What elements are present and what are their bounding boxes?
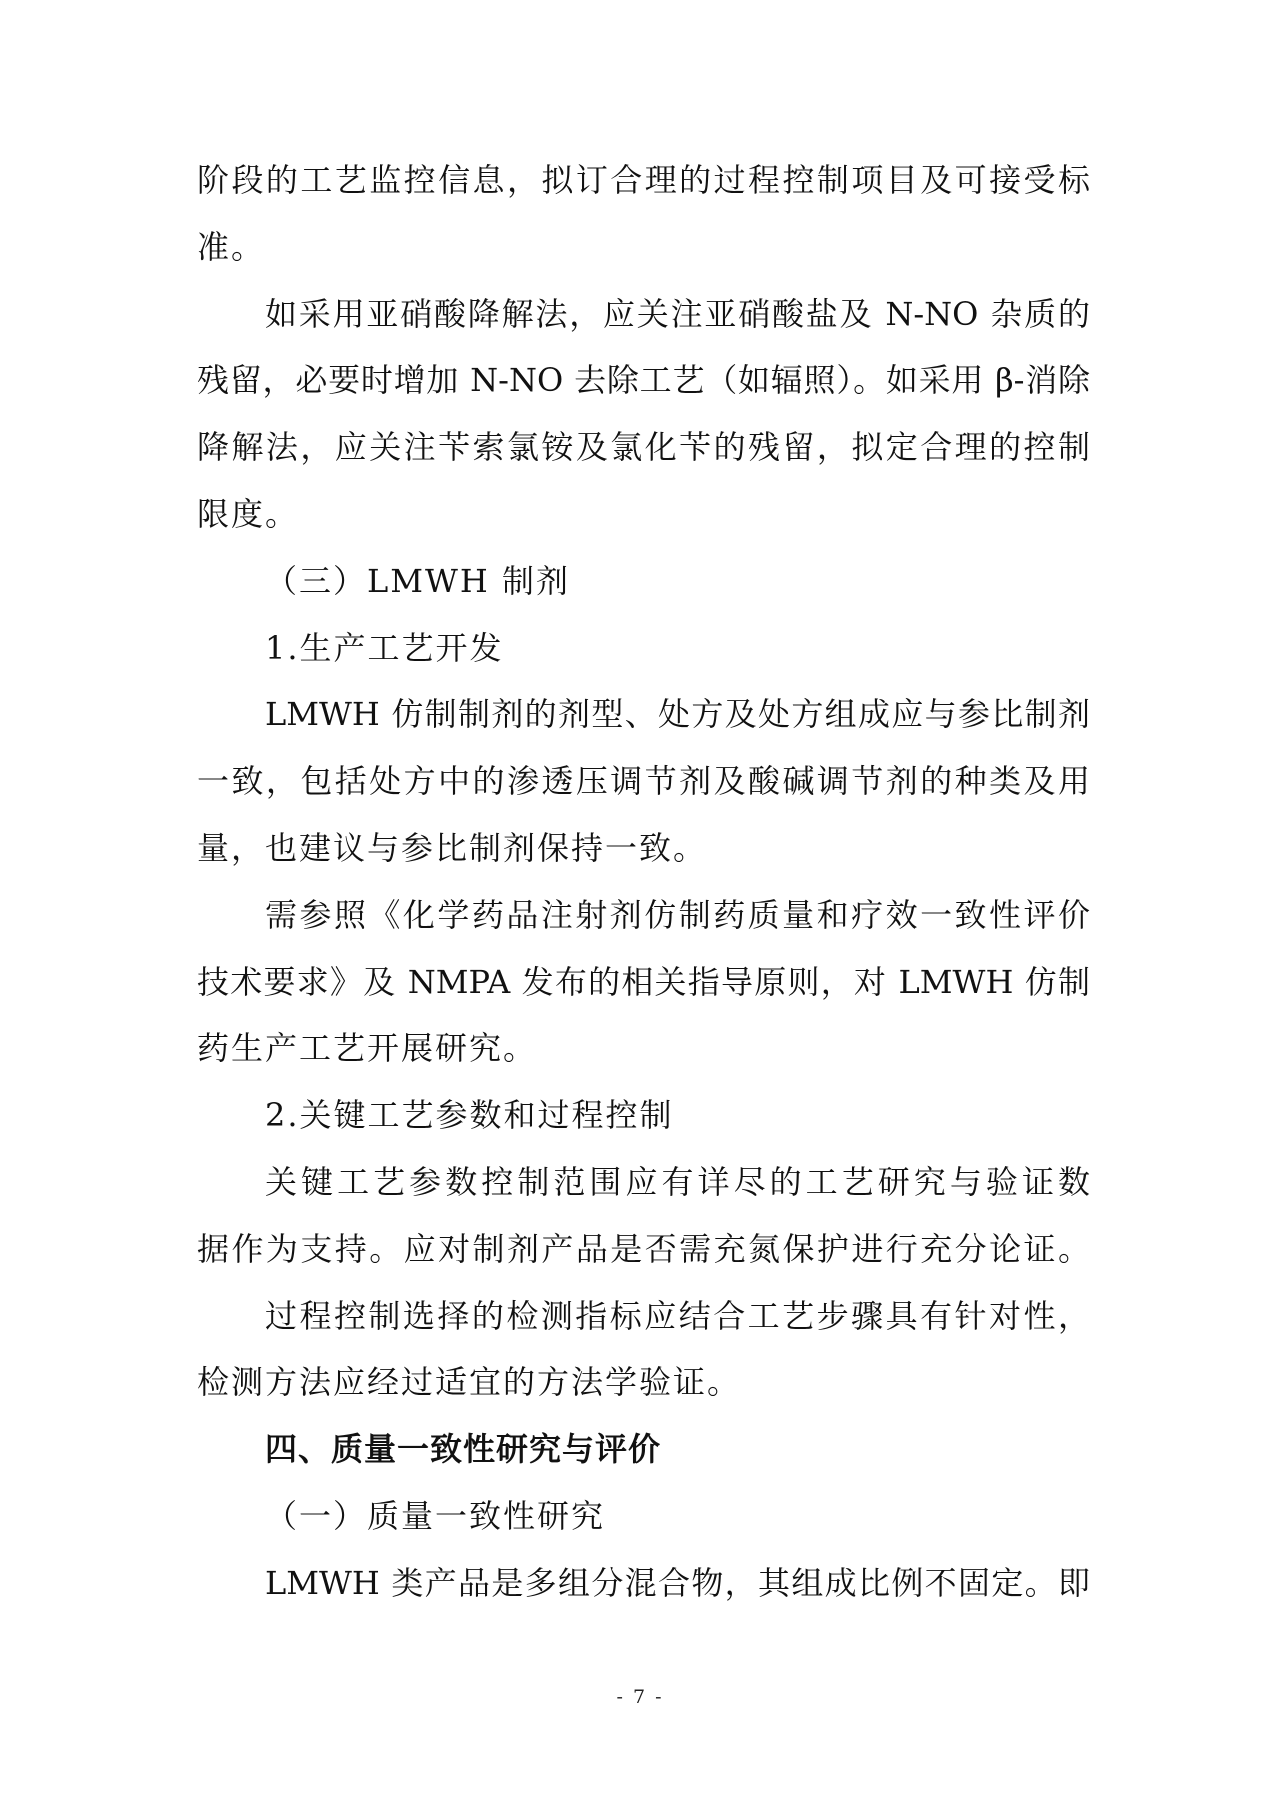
paragraph-line: 残留，必要时增加 N-NO 去除工艺（如辐照）。如采用 β-消除 bbox=[197, 361, 1090, 400]
subsection-heading: 1.生产工艺开发 bbox=[265, 628, 504, 667]
paragraph-line: 量，也建议与参比制剂保持一致。 bbox=[197, 828, 708, 867]
section-heading: （一）质量一致性研究 bbox=[265, 1496, 606, 1535]
chapter-heading: 四、质量一致性研究与评价 bbox=[265, 1430, 662, 1469]
subsection-heading: 2.关键工艺参数和过程控制 bbox=[265, 1096, 674, 1135]
paragraph-line: 限度。 bbox=[197, 494, 300, 533]
paragraph-line: 关键工艺参数控制范围应有详尽的工艺研究与验证数 bbox=[265, 1162, 1090, 1201]
mixture-paragraph bbox=[197, 1550, 1090, 1617]
paragraph-line: 降解法，应关注苄索氯铵及氯化苄的残留，拟定合理的控制 bbox=[197, 428, 1090, 467]
section-heading: （三）LMWH 制剂 bbox=[265, 561, 570, 600]
paragraph-line: LMWH 仿制制剂的剂型、处方及处方组成应与参比制剂 bbox=[265, 695, 1090, 734]
paragraph-line: 需参照《化学药品注射剂仿制药质量和疗效一致性评价 bbox=[265, 895, 1090, 934]
parameters-paragraph bbox=[197, 1149, 1090, 1283]
paragraph-line: 药生产工艺开展研究。 bbox=[197, 1029, 538, 1068]
paragraph-line: 检测方法应经过适宜的方法学验证。 bbox=[197, 1363, 742, 1402]
paragraph-line: 如采用亚硝酸降解法，应关注亚硝酸盐及 N-NO 杂质的 bbox=[265, 294, 1090, 333]
process-control-paragraph bbox=[197, 1283, 1090, 1417]
paragraph-line: 据作为支持。应对制剂产品是否需充氮保护进行充分论证。 bbox=[197, 1229, 1090, 1268]
document-body bbox=[197, 147, 1090, 1617]
paragraph-line: 过程控制选择的检测指标应结合工艺步骤具有针对性， bbox=[265, 1296, 1090, 1335]
paragraph-line: LMWH 类产品是多组分混合物，其组成比例不固定。即 bbox=[265, 1563, 1090, 1602]
formulation-paragraph bbox=[197, 681, 1090, 881]
paragraph-line: 准。 bbox=[197, 227, 266, 266]
paragraph-line: 技术要求》及 NMPA 发布的相关指导原则，对 LMWH 仿制 bbox=[197, 962, 1090, 1001]
reference-paragraph bbox=[197, 882, 1090, 1082]
carryover-paragraph bbox=[197, 147, 1090, 281]
page-number: - 7 - bbox=[616, 1686, 664, 1708]
paragraph-line: 一致，包括处方中的渗透压调节剂及酸碱调节剂的种类及用 bbox=[197, 762, 1090, 801]
paragraph-line: 阶段的工艺监控信息，拟订合理的过程控制项目及可接受标 bbox=[197, 161, 1090, 199]
nitrite-degradation-paragraph bbox=[197, 281, 1090, 548]
